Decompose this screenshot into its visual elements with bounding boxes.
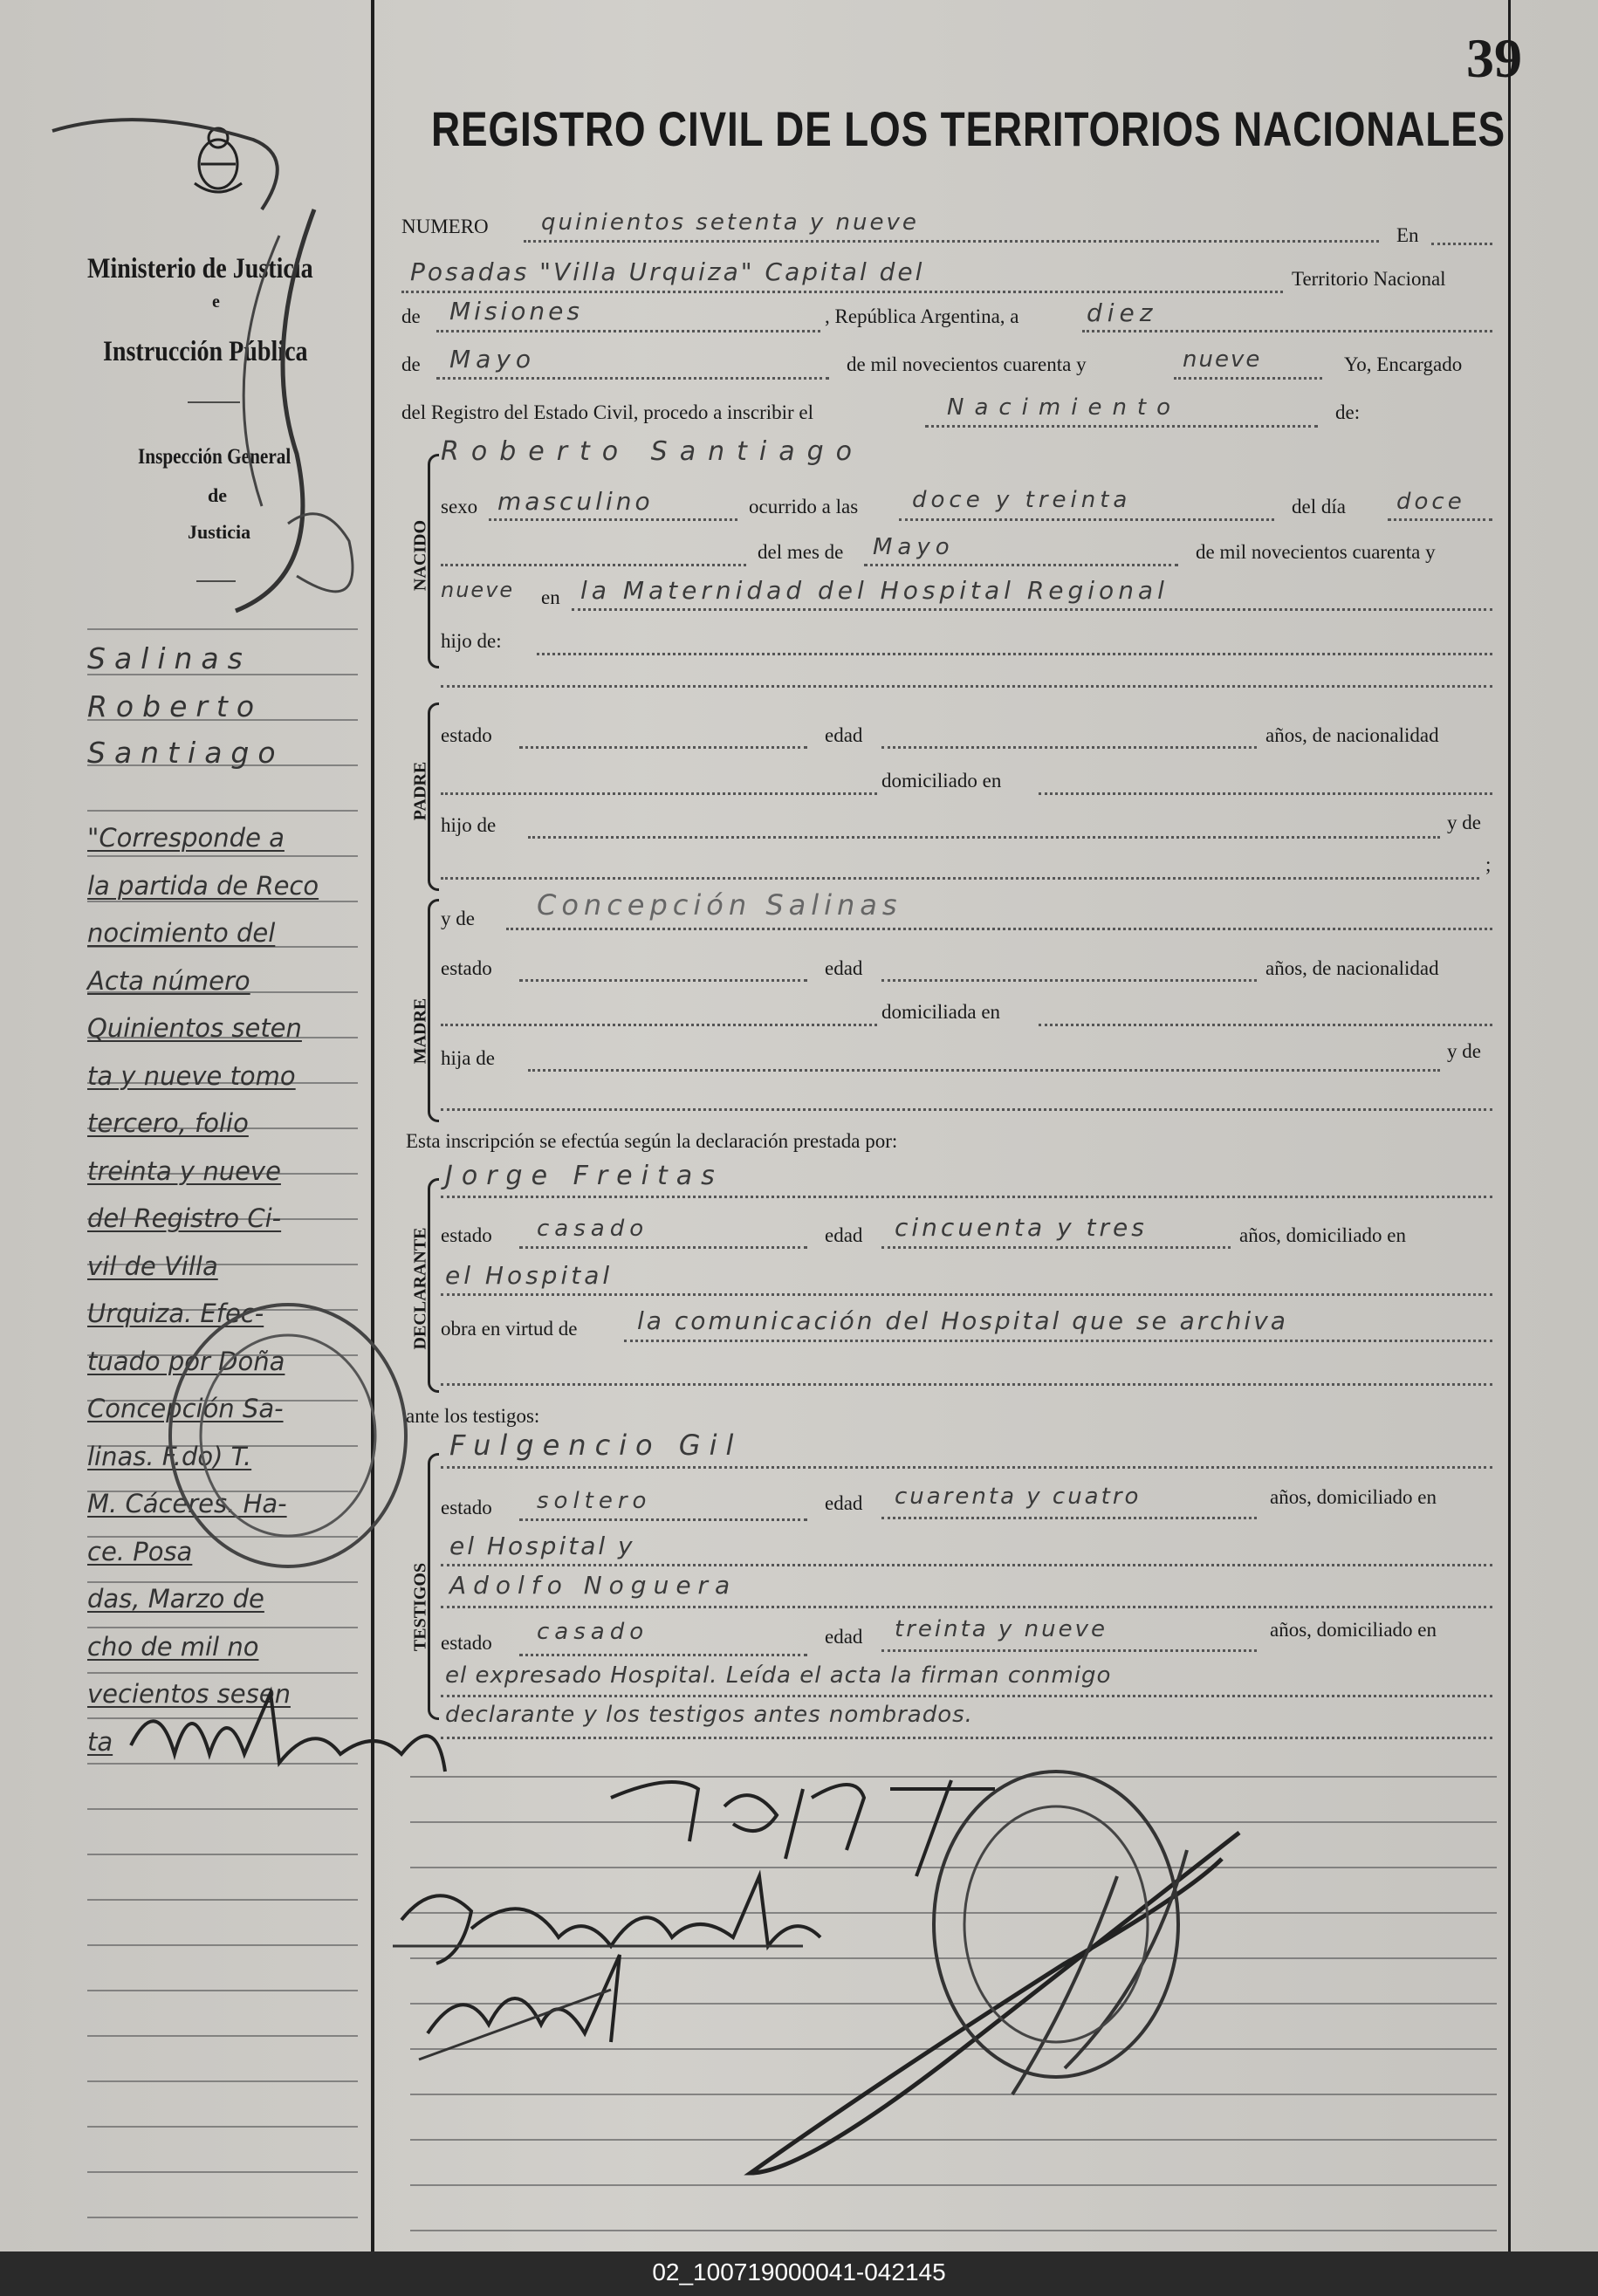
tipo-value: Nacimiento: [947, 394, 1182, 421]
numero-dots: [524, 240, 1379, 243]
madre-edad-dots: [881, 979, 1257, 982]
right-margin-rule: [1508, 0, 1511, 2251]
anio-value: nueve: [441, 578, 515, 602]
padre-edad-dots: [881, 746, 1257, 749]
dia-dots: [1388, 518, 1492, 521]
declarante-dom-dots: [441, 1293, 1492, 1296]
padre-hijo-de-label: hijo de: [441, 814, 497, 836]
padre-domiciliado-label: domiciliado en: [881, 770, 1002, 792]
padre-side-label: PADRE: [410, 761, 430, 821]
padre-anos-label: años, de nacionalidad: [1265, 724, 1439, 746]
left-ruled-line: [87, 1990, 358, 1991]
margin-note-line: ta: [87, 1726, 113, 1757]
hora-dots: [899, 518, 1274, 521]
madre-value: Concepción Salinas: [537, 888, 902, 922]
delmes-lead-dots: [441, 564, 746, 566]
tipo-dots: [925, 425, 1318, 428]
place-value: Posadas "Villa Urquiza" Capital del: [410, 257, 925, 286]
declarante-side-label: DECLARANTE: [410, 1227, 430, 1350]
en-dots: [1431, 243, 1492, 245]
ministry-line-1: Ministerio de Justicia: [87, 253, 313, 284]
lugar-dots: [572, 608, 1492, 611]
left-ruled-line: [87, 628, 358, 630]
year-value: nueve: [1183, 346, 1262, 373]
nacido-side-label: NACIDO: [410, 519, 430, 592]
en-label: En: [1396, 224, 1419, 246]
margin-note-line: Quinientos seten: [87, 1013, 302, 1043]
cierre-line-2: declarante y los testigos antes nombrados.: [445, 1702, 973, 1728]
ocurrido-label: ocurrido a las: [749, 496, 859, 517]
testigo2-name: Adolfo Noguera: [449, 1571, 737, 1600]
madre-end-dots: [441, 1108, 1492, 1111]
testigo1-name-dots: [441, 1466, 1492, 1469]
numero-value: quinientos setenta y nueve: [541, 209, 919, 236]
margin-note-line: treinta y nueve: [87, 1155, 281, 1186]
registry-stamp-left: [157, 1292, 419, 1580]
encargado-label: Yo, Encargado: [1344, 353, 1463, 375]
ministry-line-3: Instrucción Pública: [103, 336, 308, 367]
left-ruled-line: [87, 2126, 358, 2128]
testigos-side-label: TESTIGOS: [410, 1562, 430, 1652]
testigo1-estado-label: estado: [441, 1497, 492, 1518]
nacido-name: Roberto Santiago: [441, 436, 865, 467]
left-ruled-line: [87, 810, 358, 812]
testigo2-anos-label: años, domiciliado en: [1270, 1619, 1437, 1641]
madre-edad-label: edad: [825, 957, 863, 979]
left-ruled-line: [87, 2217, 358, 2218]
de-label-2: de: [401, 353, 421, 375]
left-ruled-line: [87, 1672, 358, 1674]
en2-label: en: [541, 586, 560, 608]
left-ruled-line: [87, 855, 358, 857]
madre-estado-dots: [519, 979, 807, 982]
padre-yde-dots: [441, 877, 1479, 880]
day-value: diez: [1087, 298, 1158, 327]
left-ruled-line: [87, 2171, 358, 2173]
testigo1-edad-value: cuarenta y cuatro: [895, 1484, 1142, 1510]
republica-label: , República Argentina, a: [825, 305, 1019, 327]
declarante-edad-value: cincuenta y tres: [895, 1213, 1148, 1242]
hijo-label: hijo de:: [441, 630, 502, 652]
testigos-label: ante los testigos:: [406, 1405, 540, 1427]
declarante-name-dots: [441, 1196, 1492, 1198]
delmes-label: del mes de: [758, 541, 844, 563]
inscripcion-label: Esta inscripción se efectúa según la declaración prestada por:: [406, 1130, 898, 1152]
territorio-dots: [436, 330, 820, 332]
de-colon-label: de:: [1335, 401, 1361, 423]
left-ruled-line: [87, 2035, 358, 2037]
declarante-estado-value: casado: [537, 1216, 649, 1242]
testigo2-edad-label: edad: [825, 1626, 863, 1648]
madre-nac-dots: [441, 1024, 877, 1026]
numero-label: NUMERO: [401, 216, 489, 237]
hora-value: doce y treinta: [912, 487, 1132, 513]
territorio-label: Territorio Nacional: [1292, 268, 1446, 290]
sexo-label: sexo: [441, 496, 478, 517]
testigo2-estado-label: estado: [441, 1632, 492, 1654]
cierre-line-1: el expresado Hospital. Leída el acta la firman conmigo: [445, 1662, 1112, 1689]
margin-note-line: la partida de Reco: [87, 870, 319, 901]
mes-value: Mayo: [873, 534, 955, 560]
margin-note-line: "Corresponde a: [87, 823, 285, 853]
margin-note-line: ta y nueve tomo: [87, 1060, 296, 1091]
month-dots: [436, 377, 829, 380]
margin-note-line: Concepción Sa-: [87, 1394, 284, 1423]
margin-name-2: Roberto: [87, 689, 264, 723]
margin-note-line: tuado por Doña: [87, 1346, 285, 1376]
sexo-value: masculino: [497, 487, 654, 516]
padre-nac-dots: [441, 792, 877, 795]
margin-signature: [122, 1676, 454, 1789]
left-ruled-line: [87, 1944, 358, 1946]
obra-value: la comunicación del Hospital que se archiva: [637, 1306, 1288, 1335]
registry-stamp-right: [925, 1763, 1187, 2086]
hijo-dots: [537, 653, 1492, 655]
margin-note-line: das, Marzo de: [87, 1584, 264, 1614]
inspection-line-2: de: [208, 484, 227, 506]
testigo1-edad-dots: [881, 1517, 1257, 1519]
margin-note-line: cho de mil no: [87, 1631, 259, 1662]
testigo2-name-dots: [441, 1606, 1492, 1608]
year-dots: [1174, 377, 1322, 380]
testigo2-edad-value: treinta y nueve: [895, 1616, 1108, 1642]
inspection-line-3: Justicia: [188, 521, 251, 543]
declarante-edad-label: edad: [825, 1224, 863, 1246]
testigo1-name: Fulgencio Gil: [449, 1429, 743, 1462]
cierre-line-1-dots: [441, 1695, 1492, 1697]
left-ruled-line: [87, 1627, 358, 1628]
page-number: 39: [1466, 27, 1522, 89]
left-ruled-line: [87, 901, 358, 902]
sexo-dots: [489, 518, 737, 521]
declarante-edad-dots: [881, 1246, 1231, 1249]
testigo1-dom-dots: [441, 1564, 1492, 1566]
margin-note-line: ce. Posa: [87, 1536, 193, 1566]
ministry-line-2: e: [212, 292, 220, 312]
left-ruled-line: [87, 1808, 358, 1810]
territorio-value: Misiones: [449, 297, 583, 326]
declarante-name: Jorge Freitas: [445, 1161, 724, 1191]
madre-y-de-end-label: y de: [1447, 1040, 1481, 1062]
left-ruled-line: [87, 1854, 358, 1855]
padre-y-de-label: y de: [1447, 812, 1481, 833]
margin-note-line: vil de Villa: [87, 1251, 218, 1281]
body-ruled-line: [410, 2230, 1497, 2231]
margin-note-line: tercero, folio: [87, 1108, 249, 1138]
margin-note-line: nocimiento del: [87, 918, 276, 948]
padre-estado-dots: [519, 746, 807, 749]
mil2-label: de mil novecientos cuarenta y: [1196, 541, 1436, 563]
page-title: REGISTRO CIVIL DE LOS TERRITORIOS NACIONALES: [431, 101, 1505, 156]
left-ruled-line: [87, 1581, 358, 1583]
registro-label: del Registro del Estado Civil, procedo a inscribir el: [401, 401, 814, 423]
obra-label: obra en virtud de: [441, 1318, 578, 1340]
madre-side-label: MADRE: [410, 997, 430, 1065]
header-signature: [35, 87, 384, 628]
de-label-1: de: [401, 305, 421, 327]
testigo1-edad-label: edad: [825, 1492, 863, 1514]
madre-y-de-label: y de: [441, 908, 475, 929]
madre-name-dots: [506, 928, 1492, 930]
margin-note-line: linas. F.do) T.: [87, 1441, 252, 1471]
footer-id: 02_100719000041-042145: [652, 2258, 946, 2286]
declarante-anos-label: años, domiciliado en: [1239, 1224, 1406, 1246]
declarante-estado-label: estado: [441, 1224, 492, 1246]
padre-name-dots: [441, 685, 1492, 688]
declarante-estado-dots: [519, 1246, 807, 1249]
left-ruled-line: [87, 2080, 358, 2082]
margin-note-line: del Registro Ci-: [87, 1203, 282, 1233]
mes-dots: [864, 564, 1178, 566]
margin-note-line: Acta número: [87, 965, 250, 996]
left-ruled-line: [87, 1899, 358, 1901]
obra-end-dots: [441, 1383, 1492, 1386]
madre-domiciliada-label: domiciliada en: [881, 1001, 1001, 1023]
madre-hija-dots: [528, 1069, 1440, 1072]
padre-semicolon: ;: [1485, 853, 1492, 875]
testigo2-estado-value: casado: [537, 1619, 649, 1645]
margin-note-line: Urquiza. Efec-: [87, 1299, 264, 1328]
margin-note-line: M. Cáceres. Ha-: [87, 1489, 287, 1518]
inspection-line-1: Inspección General: [138, 445, 291, 469]
padre-dom-dots: [1039, 792, 1492, 795]
padre-edad-label: edad: [825, 724, 863, 746]
testigo1-anos-label: años, domiciliado en: [1270, 1486, 1437, 1508]
madre-estado-label: estado: [441, 957, 492, 979]
madre-anos-label: años, de nacionalidad: [1265, 957, 1439, 979]
dia-value: doce: [1396, 489, 1465, 515]
madre-hija-de-label: hija de: [441, 1047, 495, 1069]
testigo2-edad-dots: [881, 1649, 1257, 1652]
margin-name-1: Salinas: [87, 641, 251, 675]
madre-dom-dots: [1039, 1024, 1492, 1026]
cierre-line-2-dots: [441, 1737, 1492, 1739]
month-value: Mayo: [449, 345, 537, 374]
testigo1-estado-value: soltero: [537, 1488, 652, 1514]
testigo1-estado-dots: [519, 1518, 807, 1521]
deldia-label: del día: [1292, 496, 1346, 517]
place-dots: [401, 291, 1283, 293]
padre-estado-label: estado: [441, 724, 492, 746]
obra-dots: [624, 1340, 1492, 1342]
margin-note-line: vecientos sesen: [87, 1679, 291, 1709]
declarante-dom-value: el Hospital: [445, 1261, 614, 1290]
lugar-value: la Maternidad del Hospital Regional: [580, 576, 1169, 605]
margin-name-3: Santiago: [87, 736, 285, 770]
testigo2-estado-dots: [519, 1654, 807, 1656]
day-dots: [1082, 330, 1492, 332]
signature-testigo2: [410, 1937, 672, 2068]
testigo1-dom-value: el Hospital y: [449, 1532, 635, 1560]
mil-label: de mil novecientos cuarenta y: [847, 353, 1087, 375]
padre-hijo-dots: [528, 836, 1440, 839]
